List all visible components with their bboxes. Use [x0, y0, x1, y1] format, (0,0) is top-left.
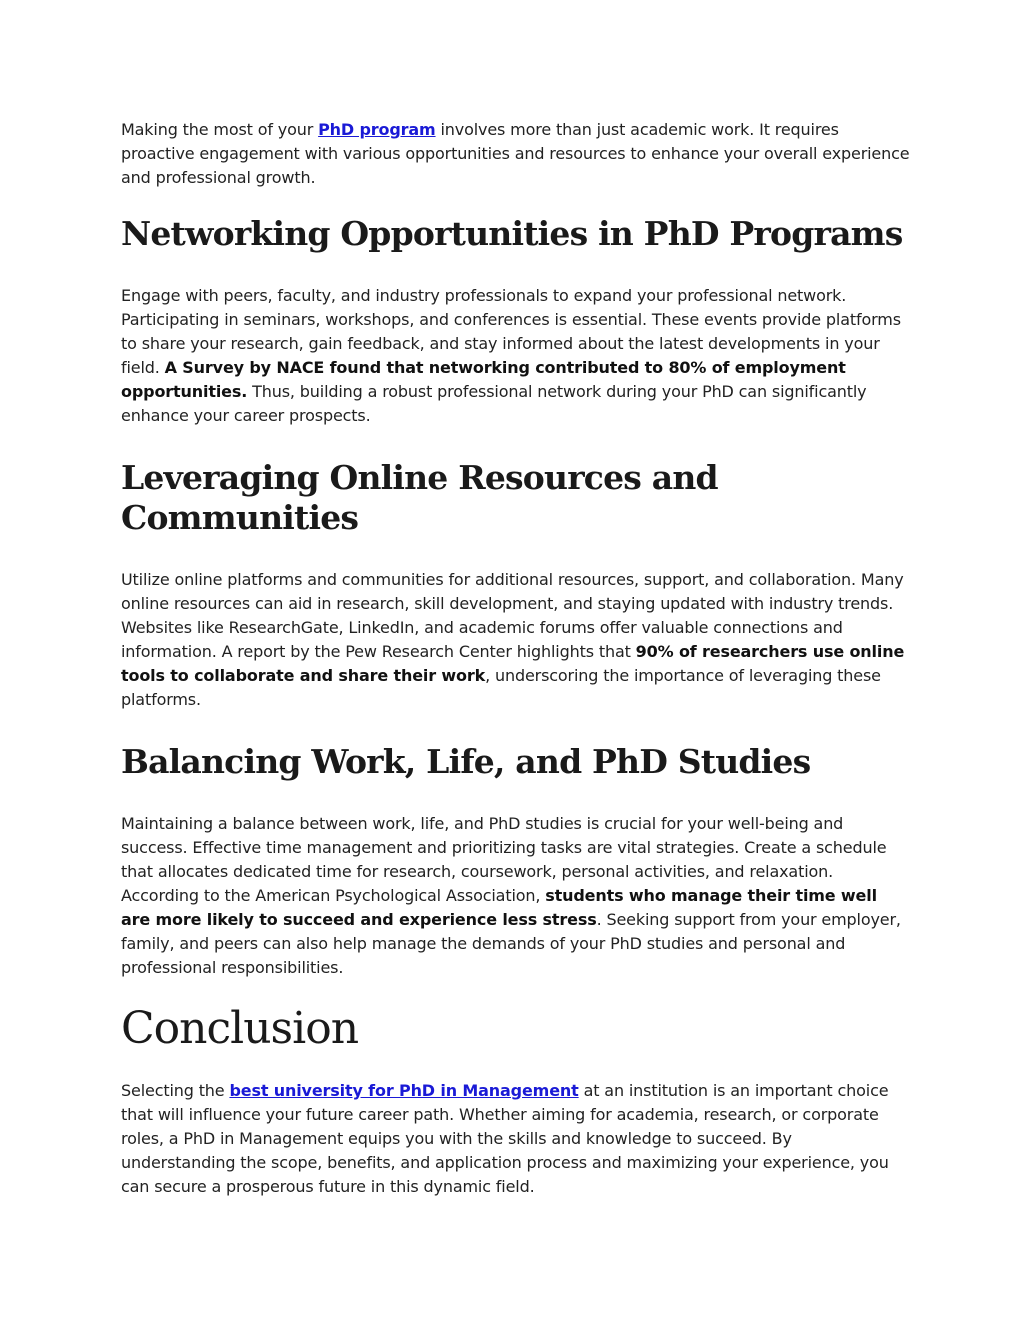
conclusion-paragraph [121, 1079, 911, 1199]
networking-text-after: Thus, building a robust professional network during your PhD can significantly enhance your career prospects. [121, 382, 867, 425]
balance-heading: Balancing Work, Life, and PhD Studies [121, 742, 811, 781]
networking-paragraph [121, 284, 911, 428]
intro-text-before: Making the most of your [121, 120, 319, 139]
networking-text-before: Engage with peers, faculty, and industry professionals to expand your professional network. Participating in seminars, workshops, and conferences is essential. These events provide platforms to share your research, gain feedback, and stay informed about the latest developments in your field. [121, 286, 901, 377]
intro-paragraph [121, 118, 911, 190]
online-text-before: Utilize online platforms and communities for additional resources, support, and collaboration. Many online resources can aid in research, skill development, and staying updated with industry trends. Websites like ResearchGate, LinkedIn, and academic forums offer valuable connections and information. A report by the Pew Research Center highlights that [121, 570, 904, 661]
online-text-after: , underscoring the importance of leveraging these platforms. [121, 666, 881, 709]
balance-text-after: . Seeking support from your employer, family, and peers can also help manage the demands of your PhD studies and personal and professional responsibilities. [121, 910, 901, 977]
online-resources-paragraph [121, 568, 911, 712]
networking-bold-stat: A Survey by NACE found that networking contributed to 80% of employment opportunities. [121, 358, 846, 401]
conclusion-text-after: at an institution is an important choice that will influence your future career path. Whether aiming for academia, research, or corporate roles, a PhD in Management equips you with the skills and knowledge to succeed. By understanding the scope, benefits, and application process and maximizing your experience, you can secure a prosperous future in this dynamic field. [121, 1081, 889, 1196]
online-bold-stat: 90% of researchers use online tools to collaborate and share their work [121, 642, 905, 685]
networking-heading: Networking Opportunities in PhD Programs [121, 214, 903, 253]
phd-program-link[interactable]: PhD program [318, 120, 436, 139]
balance-bold-stat: students who manage their time well are more likely to succeed and experience less stress [121, 886, 877, 929]
conclusion-heading: Conclusion [121, 1003, 359, 1054]
online-resources-heading: Leveraging Online Resources and Communities [121, 458, 718, 537]
balance-paragraph [121, 812, 911, 980]
balance-text-before: Maintaining a balance between work, life, and PhD studies is crucial for your well-being and success. Effective time management and prioritizing tasks are vital strategies. Create a schedule that allocates dedicated time for research, coursework, personal activities, and relaxation. According to the American Psychological Association, [121, 814, 887, 905]
conclusion-text-before: Selecting the [121, 1081, 230, 1100]
document-page [121, 118, 911, 1199]
best-university-link[interactable]: best university for PhD in Management [229, 1081, 579, 1100]
intro-text-after: involves more than just academic work. It requires proactive engagement with various opportunities and resources to enhance your overall experience and professional growth. [121, 120, 910, 187]
